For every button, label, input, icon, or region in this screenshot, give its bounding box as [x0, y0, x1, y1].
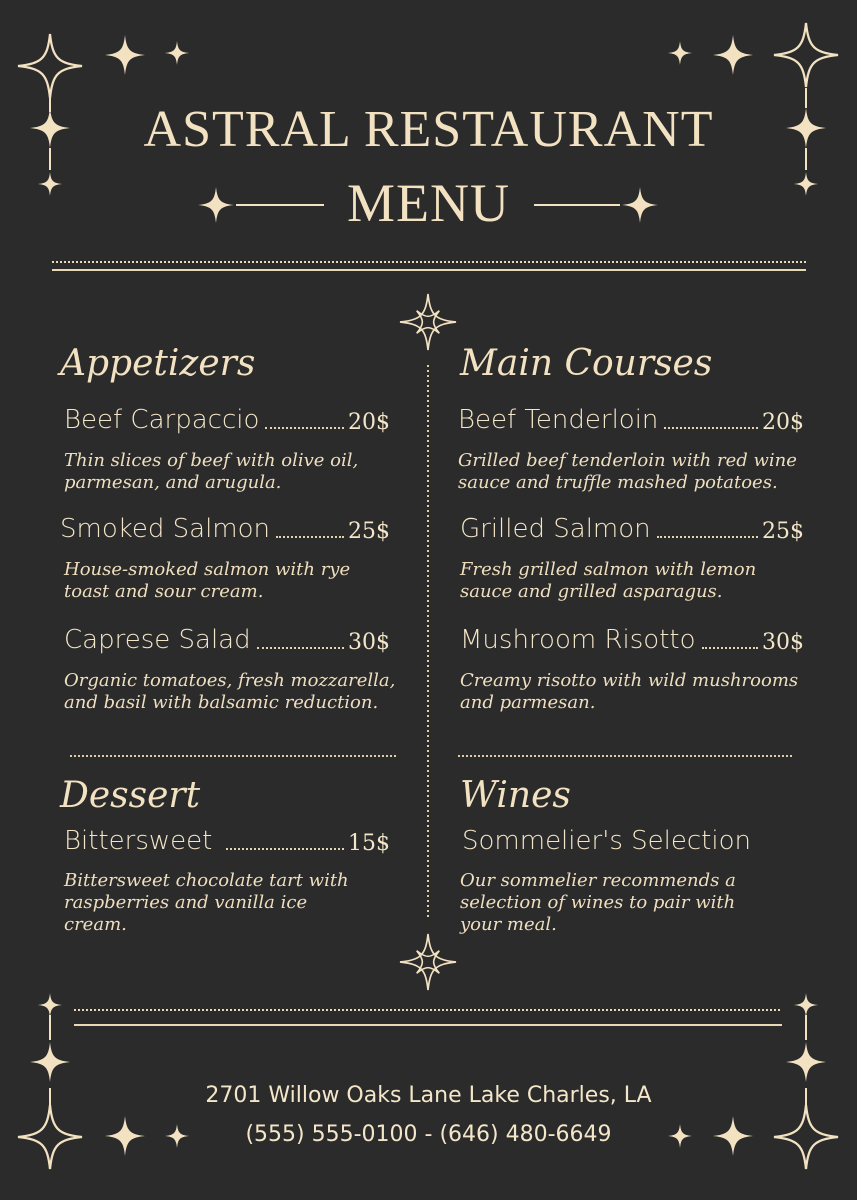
menu-heading: MENU [347, 173, 510, 233]
item-description [460, 670, 798, 714]
menu-item [60, 514, 390, 544]
dot-leader [257, 647, 344, 649]
menu-item [460, 514, 804, 544]
description-line: toast and sour cream. [64, 581, 264, 602]
item-name: Smoked Salmon [60, 514, 271, 544]
item-description [64, 559, 350, 603]
item-description [460, 559, 756, 603]
dot-leader [702, 647, 759, 649]
item-price: 15$ [348, 831, 390, 856]
item-price: 30$ [348, 630, 390, 655]
sparkle-icon [30, 1042, 70, 1082]
description-line: Thin slices of beef with olive oil, [64, 450, 359, 471]
item-price: 25$ [348, 519, 390, 544]
item-description [64, 450, 358, 494]
item-name: Mushroom Risotto [460, 625, 696, 655]
menu-item [460, 625, 804, 655]
phone-numbers: (555) 555-0100 - (646) 480-6649 [245, 1122, 612, 1147]
description-line: and parmesan. [460, 692, 596, 713]
description-line: parmesan, and arugula. [64, 472, 282, 493]
eight-point-star-icon [400, 934, 456, 990]
menu-item [64, 625, 390, 655]
description-line: Creamy risotto with wild mushrooms [460, 670, 799, 691]
menu-item [458, 405, 804, 435]
item-name: Grilled Salmon [460, 514, 651, 544]
item-price: 25$ [762, 519, 804, 544]
dot-leader [664, 427, 758, 429]
description-line: sauce and grilled asparagus. [460, 581, 723, 602]
dot-leader [276, 536, 344, 538]
sparkle-icon [713, 35, 753, 75]
item-price: 30$ [762, 630, 804, 655]
description-line: sauce and truffle mashed potatoes. [458, 472, 778, 493]
item-price: 20$ [762, 410, 804, 435]
description-line: Fresh grilled salmon with lemon [460, 559, 757, 580]
wines-heading: Wines [460, 775, 571, 816]
item-description [458, 450, 797, 494]
sparkle-icon [774, 23, 838, 87]
eight-point-star-icon [400, 294, 456, 350]
description-line: Our sommelier recommends a [460, 870, 736, 891]
description-line: Grilled beef tenderloin with red wine [458, 450, 797, 471]
appetizers-heading: Appetizers [60, 343, 256, 384]
main-courses-heading: Main Courses [460, 343, 713, 384]
sparkle-icon [38, 993, 62, 1017]
description-line: raspberries and vanilla ice [64, 892, 308, 913]
dessert-heading: Dessert [60, 775, 201, 816]
item-name: Beef Tenderloin [458, 405, 659, 435]
sparkle-icon [786, 1042, 826, 1082]
sparkle-icon [105, 35, 145, 75]
sparkle-icon [165, 41, 189, 65]
sparkle-icon [794, 993, 818, 1017]
item-name: Bittersweet [64, 826, 213, 856]
item-description [64, 670, 395, 714]
item-price: 20$ [348, 410, 390, 435]
item-name: Caprese Salad [64, 625, 251, 655]
menu-item [64, 405, 390, 435]
description-line: House-smoked salmon with rye [64, 559, 351, 580]
sparkle-icon [668, 41, 692, 65]
dot-leader [226, 848, 344, 850]
menu-item [462, 826, 751, 856]
description-line: selection of wines to pair with [460, 892, 736, 913]
item-description [64, 870, 349, 936]
description-line: Organic tomatoes, fresh mozzarella, [64, 670, 396, 691]
description-line: your meal. [460, 914, 557, 935]
restaurant-name: ASTRAL RESTAURANT [143, 101, 714, 158]
description-line: and basil with balsamic reduction. [64, 692, 379, 713]
menu-item [64, 826, 390, 856]
description-line: Bittersweet chocolate tart with [64, 870, 349, 891]
item-name: Beef Carpaccio [64, 405, 260, 435]
description-line: cream. [64, 914, 127, 935]
address: 2701 Willow Oaks Lane Lake Charles, LA [205, 1083, 652, 1108]
sparkle-icon [18, 34, 82, 98]
dot-leader [265, 427, 344, 429]
item-name: Sommelier's Selection [462, 826, 751, 856]
item-description [460, 870, 736, 936]
dot-leader [657, 536, 758, 538]
